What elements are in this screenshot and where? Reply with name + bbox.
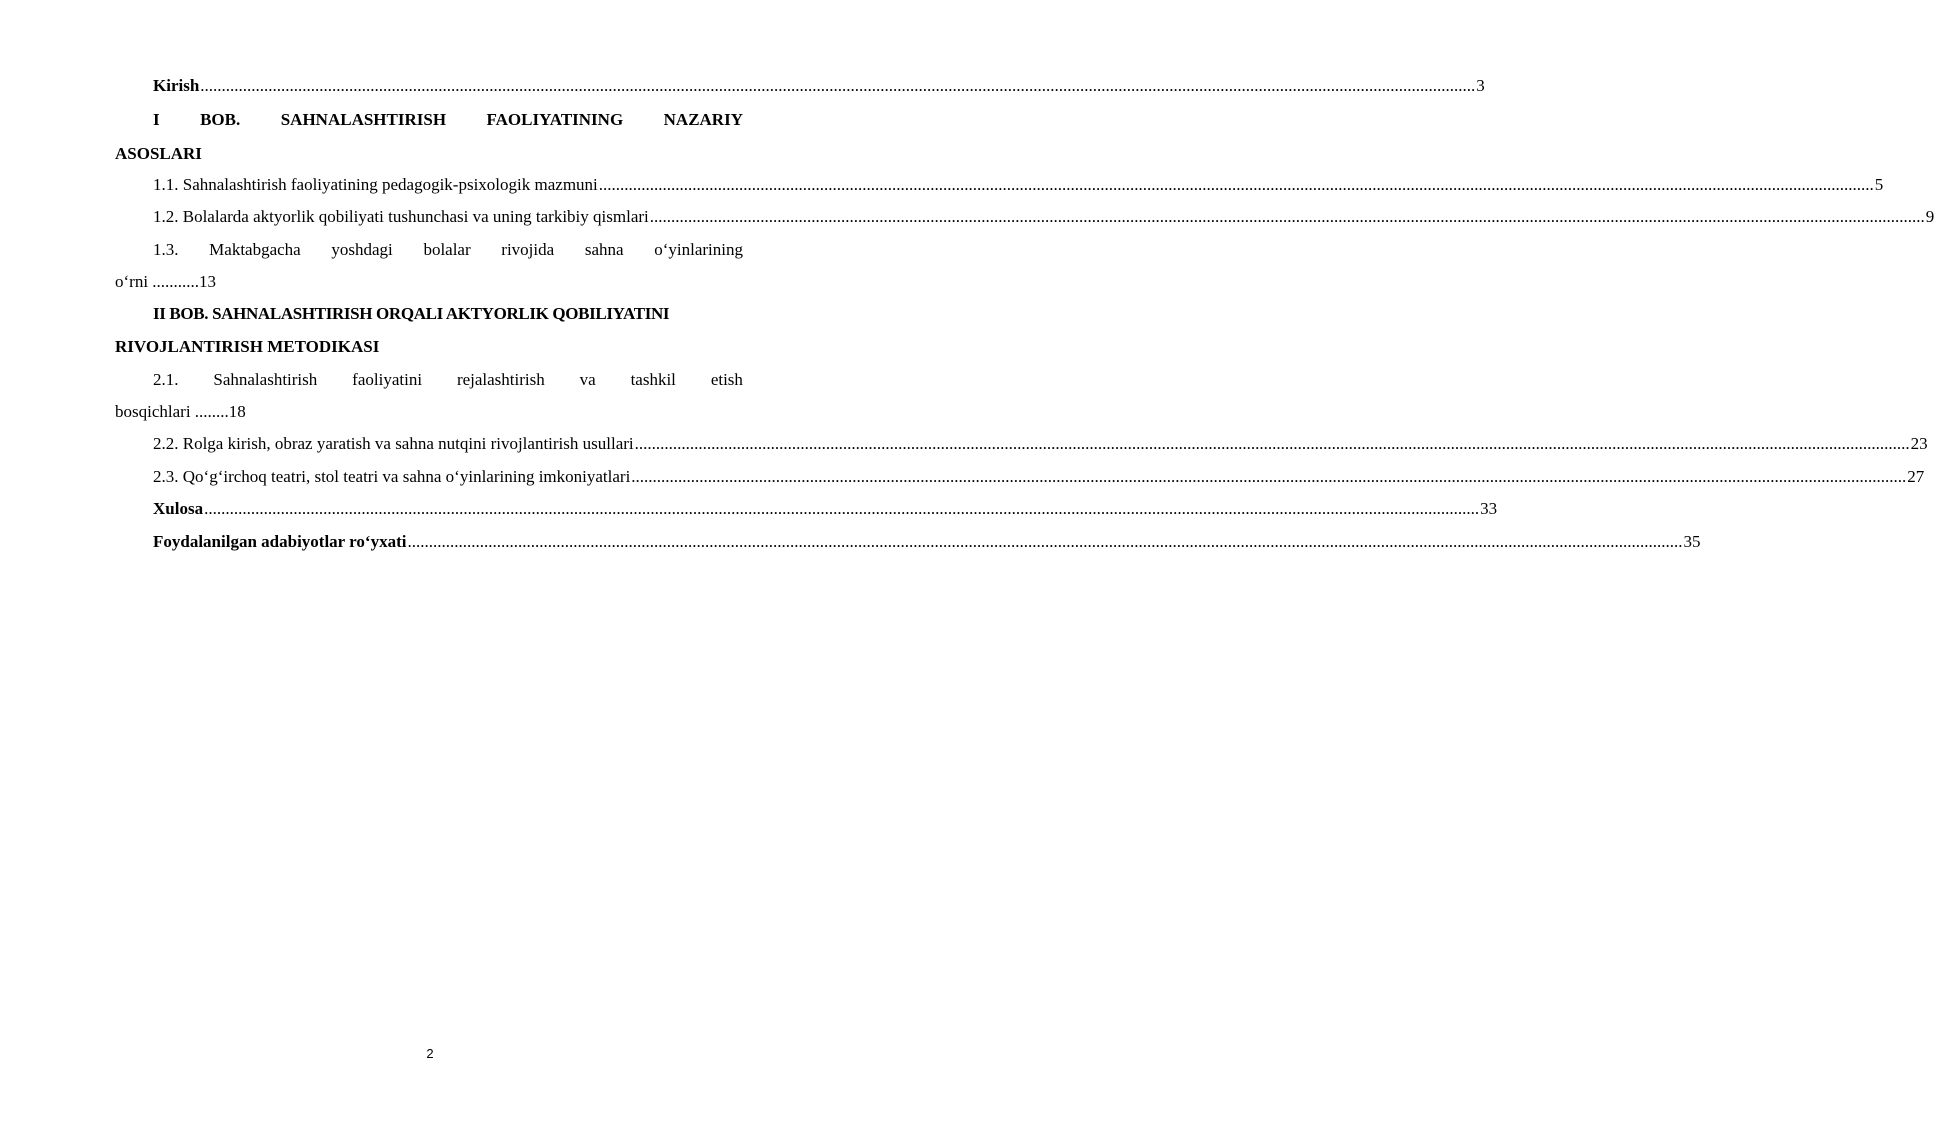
entry-word: va — [579, 370, 596, 389]
entry-word: sahna — [584, 240, 624, 259]
entry-word: 2.1. — [153, 370, 179, 389]
toc-chapter1-heading-cont: ASOSLARI — [115, 144, 202, 163]
toc-title: o‘rni — [115, 272, 149, 291]
toc-page-number: 9 — [1925, 207, 1934, 226]
toc-chapter1-heading — [153, 110, 743, 130]
toc-page-number: 23 — [1910, 434, 1928, 453]
toc-leader-dots: ............................................................................................................................................................................................................................................................................................................ — [631, 467, 1907, 486]
toc-title: Xulosa — [153, 499, 204, 518]
entry-word: faoliyatini — [352, 370, 423, 389]
heading-word: SAHNALASHTIRISH — [280, 110, 447, 129]
toc-entry-2-1-cont — [115, 402, 246, 422]
toc-entry-xulosa — [153, 499, 1498, 519]
entry-word: rivojida — [501, 240, 555, 259]
toc-leader-dots: ............................................................................................................................................................................................................................................................................................................ — [407, 532, 1683, 551]
heading-word: I — [153, 110, 160, 129]
toc-leader-dots: ........ — [194, 402, 229, 421]
toc-page-number: 3 — [1476, 76, 1485, 95]
toc-leader-dots: ........... — [152, 272, 200, 291]
toc-chapter2-heading-cont: RIVOJLANTIRISH METODIKASI — [115, 337, 380, 356]
entry-word: bolalar — [423, 240, 471, 259]
toc-title: 1.1. Sahnalashtirish faoliyatining pedagogik-psixologik mazmuni — [153, 175, 598, 194]
entry-word: yoshdagi — [331, 240, 393, 259]
toc-page-number: 5 — [1874, 175, 1884, 194]
toc-entry-1-1 — [153, 175, 1884, 195]
toc-title: 2.3. Qo‘g‘irchoq teatri, stol teatri va sahna o‘yinlarining imkoniyatlari — [153, 467, 631, 486]
entry-word: tashkil — [630, 370, 676, 389]
toc-title: 2.2. Rolga kirish, obraz yaratish va sahna nutqini rivojlantirish usullari — [153, 434, 634, 453]
entry-word: o‘yinlarining — [654, 240, 743, 259]
toc-leader-dots: ............................................................................................................................................................................................................................................................................................................ — [649, 207, 1925, 226]
toc-title: 1.2. Bolalarda aktyorlik qobiliyati tushunchasi va uning tarkibiy qismlari — [153, 207, 649, 226]
entry-word: Maktabgacha — [209, 240, 301, 259]
toc-entry-kirish — [153, 76, 1485, 96]
toc-entry-1-3 — [153, 240, 743, 260]
toc-page-number: 13 — [199, 272, 217, 291]
page-number: 2 — [426, 1046, 434, 1061]
toc-page-number: 27 — [1907, 467, 1925, 486]
toc-page-number: 33 — [1480, 499, 1498, 518]
toc-title: Kirish — [153, 76, 200, 95]
toc-title: Foydalanilgan adabiyotlar ro‘yxati — [153, 532, 407, 551]
entry-word: rejalashtirish — [456, 370, 545, 389]
toc-entry-2-3 — [153, 467, 1925, 487]
toc-leader-dots: ............................................................................................................................................................................................................................................................................................................ — [204, 499, 1480, 518]
toc-page-number: 35 — [1683, 532, 1701, 551]
heading-word: NAZARIY — [663, 110, 743, 129]
entry-word: 1.3. — [153, 240, 179, 259]
toc-leader-dots: ............................................................................................................................................................................................................................................................................................................ — [634, 434, 1910, 453]
toc-entry-1-3-cont — [115, 272, 216, 292]
entry-word: Sahnalashtirish — [213, 370, 318, 389]
toc-entry-2-1 — [153, 370, 743, 390]
toc-leader-dots: ............................................................................................................................................................................................................................................................................................................ — [598, 175, 1874, 194]
toc-entry-1-2 — [153, 207, 1934, 227]
toc-page-number: 18 — [228, 402, 246, 421]
toc-chapter2-heading: II BOB. SAHNALASHTIRISH ORQALI AKTYORLIK QOBILIYATINI — [153, 304, 670, 323]
heading-word: BOB. — [200, 110, 241, 129]
toc-entry-2-2 — [153, 434, 1928, 454]
toc-entry-adabiyotlar — [153, 532, 1701, 552]
toc-leader-dots: ............................................................................................................................................................................................................................................................................................................ — [200, 76, 1476, 95]
entry-word: etish — [710, 370, 743, 389]
heading-word: FAOLIYATINING — [486, 110, 624, 129]
toc-title: bosqichlari — [115, 402, 191, 421]
